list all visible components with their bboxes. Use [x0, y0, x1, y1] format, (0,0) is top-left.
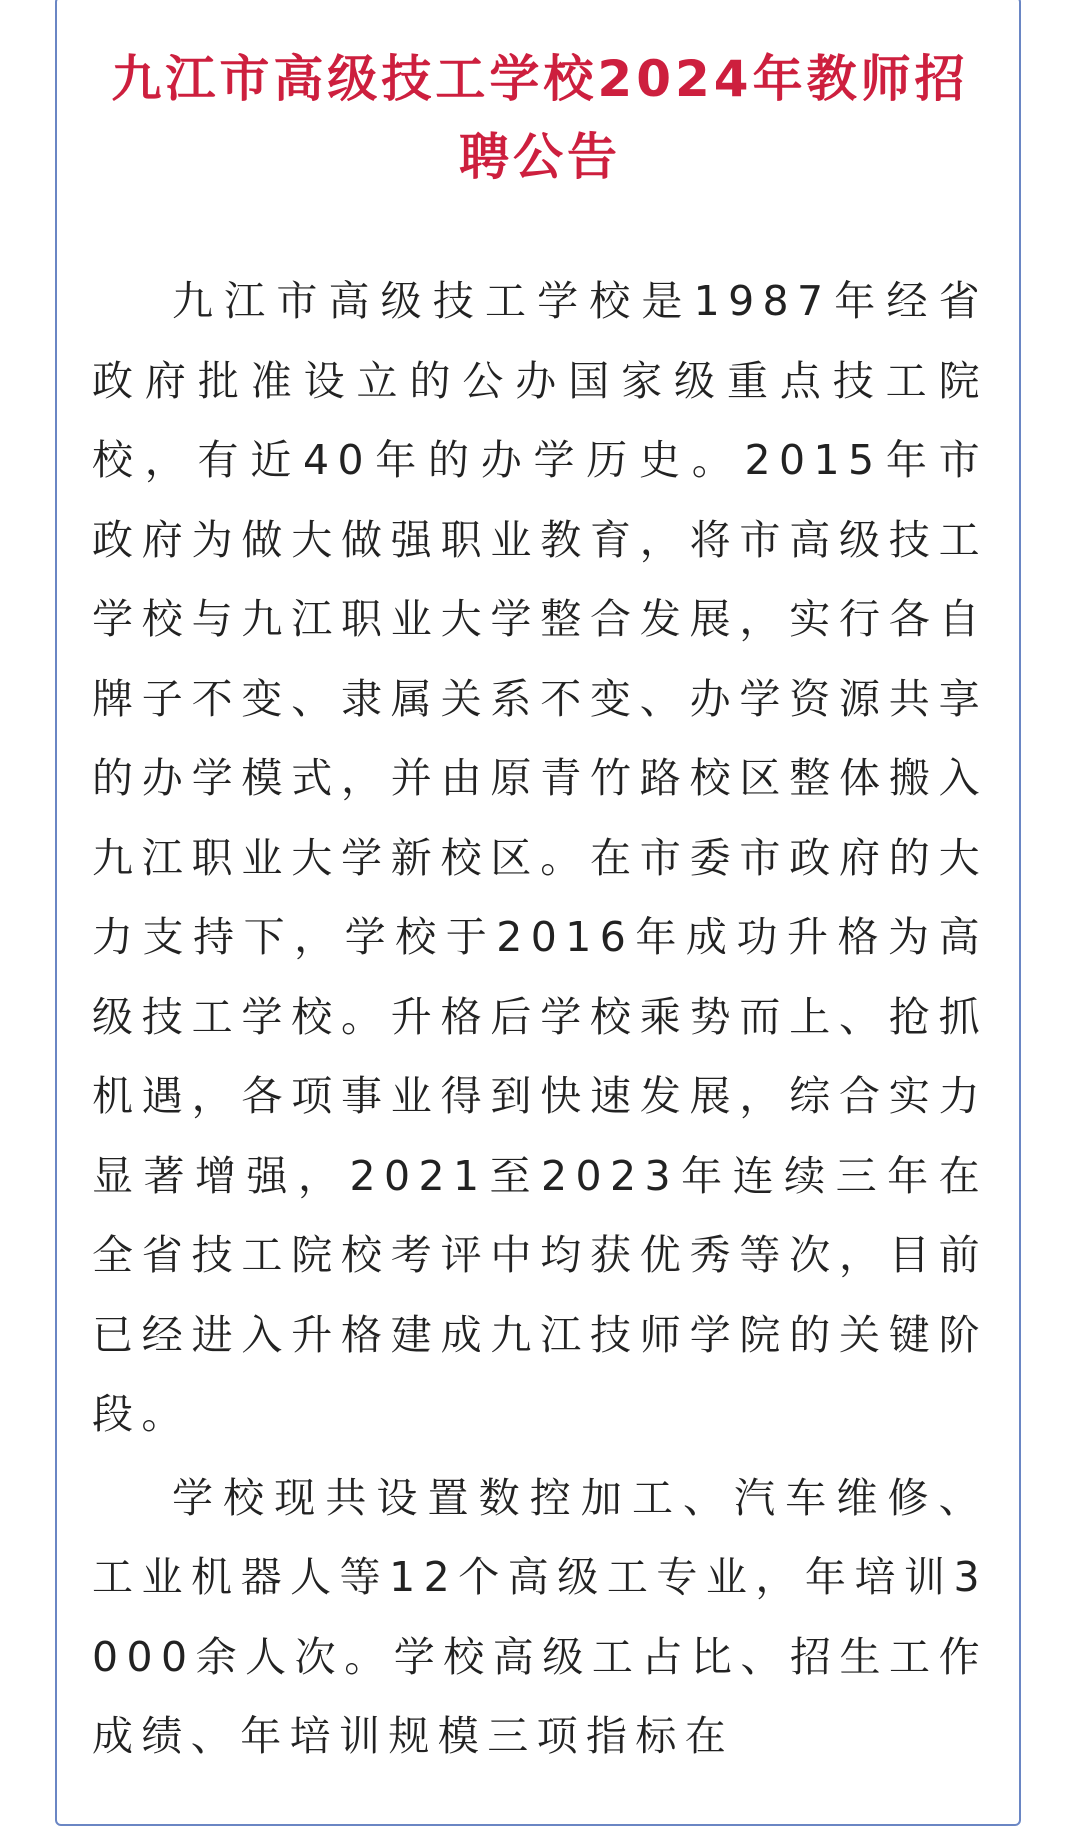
article-content — [92, 40, 988, 1781]
article-title: 九江市高级技工学校2024年教师招聘公告 — [111, 50, 969, 186]
article-body — [92, 262, 988, 1777]
paragraph-school-history: 九江市高级技工学校是1987年经省政府批准设立的公办国家级重点技工院校，有近40年的办学历史。2015年市政府为做大做强职业教育，将市高级技工学校与九江职业大学整合发展，实行各自牌子不变、隶属关系不变、办学资源共享的办学模式，并由原青竹路校区整体搬入九江职业大学新校区。在市委市政府的大力支持下，学校于2016年成功升格为高级技工学校。升格后学校乘势而上、抢抓机遇，各项事业得到快速发展，综合实力显著增强，2021至2023年连续三年在全省技工院校考评中均获优秀等次，目前已经进入升格建成九江技师学院的关键阶段。 — [92, 277, 988, 1438]
paragraph-majors: 学校现共设置数控加工、汽车维修、工业机器人等12个高级工专业，年培训3000余人次。学校高级工占比、招生工作成绩、年培训规模三项指标在 — [92, 1473, 988, 1760]
